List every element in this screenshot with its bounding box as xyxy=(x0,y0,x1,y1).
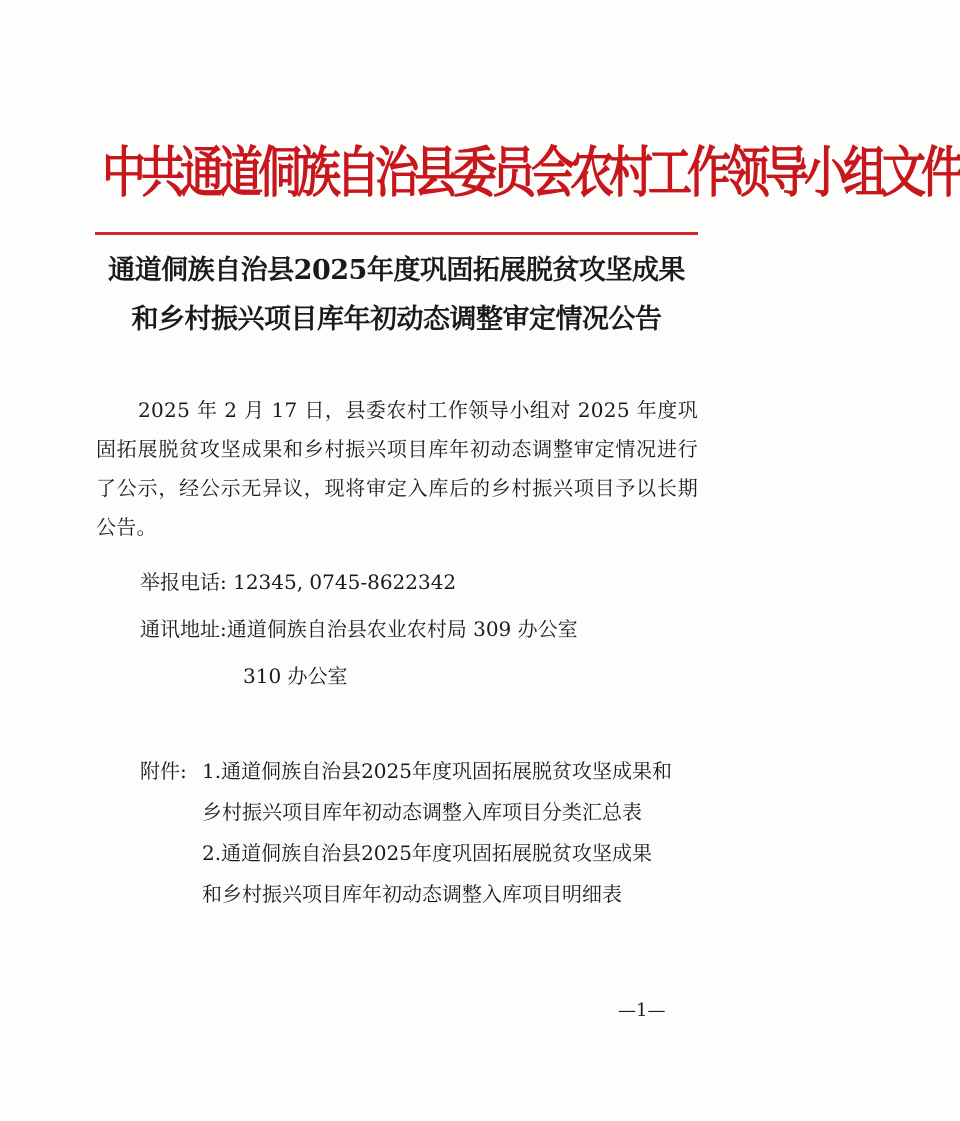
attachment-1-line-1: 1.通道侗族自治县2025年度巩固拓展脱贫攻坚成果和 xyxy=(202,759,672,783)
red-separator-line xyxy=(95,232,698,235)
page-number: —1— xyxy=(618,1000,666,1021)
announcement-paragraph: 2025 年 2 月 17 日，县委农村工作领导小组对 2025 年度巩固拓展脱贫攻坚成果和乡村振兴项目库年初动态调整审定情况进行了公示，经公示无异议，现将审定入库后的乡村振兴项目予以长期公告。 xyxy=(96,398,698,539)
red-header-title: 中共通道侗族自治县委员会农村工作领导小组文件 xyxy=(102,141,960,206)
attachment-1-line-2: 乡村振兴项目库年初动态调整入库项目分类汇总表 xyxy=(202,800,642,824)
document-title-line-1: 通道侗族自治县2025年度巩固拓展脱贫攻坚成果 xyxy=(108,255,685,286)
contact-address: 通讯地址:通道侗族自治县农业农村局 309 办公室 xyxy=(140,617,578,641)
attachment-2-line-2: 和乡村振兴项目库年初动态调整入库项目明细表 xyxy=(202,882,622,906)
document-title-line-2: 和乡村振兴项目库年初动态调整审定情况公告 xyxy=(131,304,662,335)
contact-address-continued: 310 办公室 xyxy=(243,664,348,688)
report-hotline: 举报电话: 12345, 0745-8622342 xyxy=(140,570,457,594)
attachments-label: 附件: xyxy=(140,759,187,783)
attachment-2-line-1: 2.通道侗族自治县2025年度巩固拓展脱贫攻坚成果 xyxy=(202,841,652,865)
